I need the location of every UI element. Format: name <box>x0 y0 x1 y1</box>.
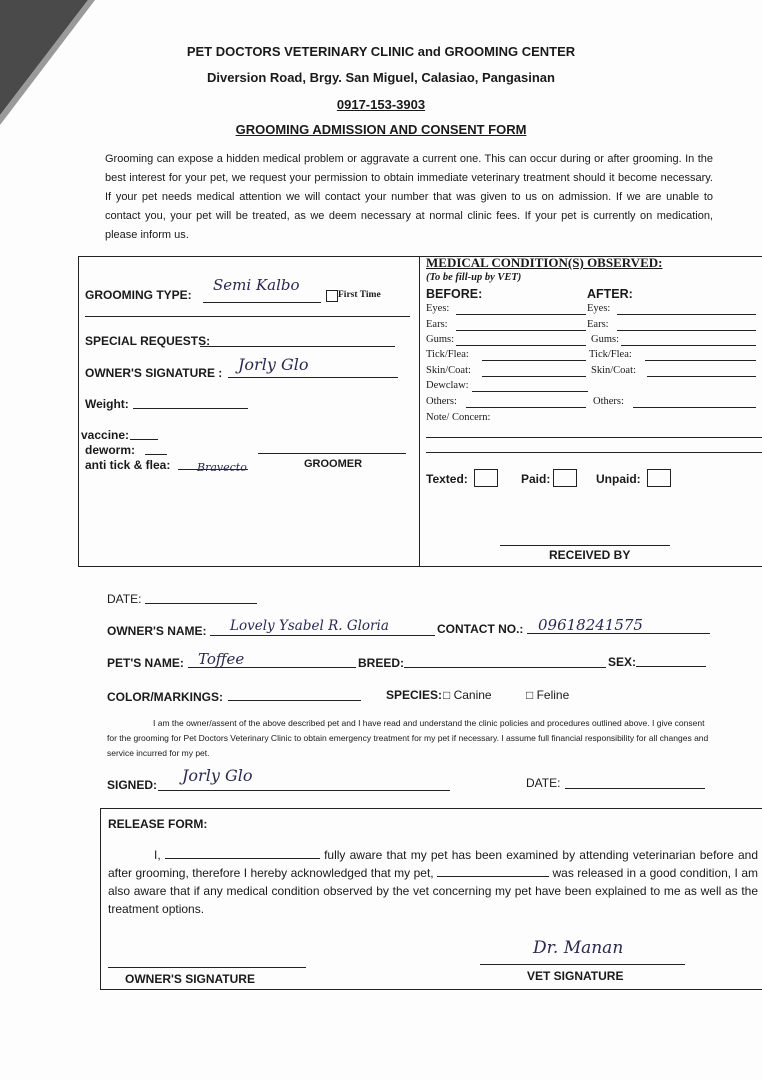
groomer-label: GROOMER <box>304 458 363 470</box>
clinic-name: PET DOCTORS VETERINARY CLINIC and GROOMING CENTER <box>186 44 576 59</box>
before-field-line[interactable] <box>456 345 586 346</box>
contact-value: 09618241575 <box>538 616 643 634</box>
pet-name-label: PET'S NAME: <box>107 656 184 670</box>
unpaid-checkbox[interactable] <box>647 469 671 487</box>
before-field-label: Skin/Coat: <box>426 365 471 376</box>
date2-label: DATE: <box>526 776 561 790</box>
color-markings-line[interactable] <box>228 700 361 701</box>
deworm-label: deworm: <box>85 443 136 457</box>
after-field-line[interactable] <box>621 345 756 346</box>
clinic-phone: 0917-153-3903 <box>336 97 426 112</box>
owner-name-label: OWNER'S NAME: <box>107 624 207 638</box>
pet-name-value: Toffee <box>198 650 245 668</box>
before-field-label: Eyes: <box>426 303 450 314</box>
species-feline-option[interactable]: □ Feline <box>526 688 570 702</box>
after-field-label: Ears: <box>587 319 609 330</box>
owner-name-value: Lovely Ysabel R. Gloria <box>230 618 389 634</box>
release-owner-signature-label: OWNER'S SIGNATURE <box>125 972 255 986</box>
after-field-line[interactable] <box>617 330 756 331</box>
after-field-label: Gums: <box>591 334 620 345</box>
anti-tick-label: anti tick & flea: <box>85 458 171 472</box>
owner-signature-line[interactable] <box>228 377 398 378</box>
note-label: Note/ Concern: <box>426 412 491 423</box>
first-time-label: First Time <box>338 290 381 300</box>
consent-text: I am the owner/assent of the above described pet and I have read and understand the clinic policies and procedures outlined above. I give consent for the grooming for Pet Doctors Veterinary Clinic to obtain emergency treatment for my pet if necessary. I assume full financial responsibility for all changes and service incurred for my pet. <box>107 718 709 758</box>
color-markings-label: COLOR/MARKINGS: <box>107 690 223 704</box>
deworm-line[interactable] <box>145 454 167 455</box>
release-text-i: I, <box>154 848 161 862</box>
weight-label: Weight: <box>85 397 129 411</box>
after-field-line[interactable] <box>647 376 756 377</box>
breed-label: BREED: <box>358 656 405 670</box>
before-field-line[interactable] <box>472 391 588 392</box>
owner-signature-label: OWNER'S SIGNATURE : <box>85 366 223 380</box>
paid-checkbox[interactable] <box>553 469 577 487</box>
first-time-checkbox[interactable] <box>326 290 338 302</box>
vet-signature-line[interactable] <box>480 964 685 965</box>
medical-condition-title: MEDICAL CONDITION(S) OBSERVED: <box>426 255 663 270</box>
intro-paragraph: Grooming can expose a hidden medical problem or aggravate a current one. This can occur during or after grooming. In the best interest for your pet, we request your permission to obtain immediate veterinary treatment should it become necessary. If your pet needs medical attention we will contact your number that was given to us on admission. If we are unable to contact you, your pet will be treated, as we deem necessary at normal clinic fees. If your pet is currently on medication, please inform us. <box>105 153 713 241</box>
after-field-label: Skin/Coat: <box>591 365 636 376</box>
vet-signature-label: VET SIGNATURE <box>527 969 624 983</box>
signed-line[interactable] <box>158 790 450 791</box>
release-text-3: was released in a good condition, I am also aware that if any medical condition observed by the vet concerning my pet have been explained to me as well as the treatment options. <box>108 866 758 916</box>
grooming-type-label: GROOMING TYPE: <box>85 288 192 302</box>
after-label: AFTER: <box>587 287 633 301</box>
note-line-1[interactable] <box>426 437 762 438</box>
after-field-label: Tick/Flea: <box>589 349 632 360</box>
release-paragraph <box>108 846 758 918</box>
date-label: DATE: <box>107 592 142 606</box>
release-text-2: fully aware that my pet has been examined by attending veterinarian before and after grooming, therefore I hereby acknowledged that my pet, <box>108 848 758 880</box>
release-owner-signature-line[interactable] <box>108 967 306 968</box>
texted-checkbox[interactable] <box>474 469 498 487</box>
grooming-type-line <box>203 302 321 303</box>
before-field-label: Others: <box>426 396 457 407</box>
before-field-label: Ears: <box>426 319 448 330</box>
after-field-label: Eyes: <box>587 303 611 314</box>
before-field-line[interactable] <box>466 407 586 408</box>
form-title: GROOMING ADMISSION AND CONSENT FORM <box>235 122 527 137</box>
species-canine-option[interactable]: □ Canine <box>443 688 492 702</box>
species-label: SPECIES: <box>386 688 443 702</box>
before-field-line[interactable] <box>482 360 586 361</box>
before-field-line[interactable] <box>482 376 586 377</box>
owner-name-line[interactable] <box>210 635 435 636</box>
before-label: BEFORE: <box>426 287 483 301</box>
before-field-label: Dewclaw: <box>426 380 469 391</box>
note-line-2[interactable] <box>426 452 762 453</box>
weight-line[interactable] <box>133 408 248 409</box>
panel-divider <box>419 256 420 566</box>
before-field-label: Tick/Flea: <box>426 349 469 360</box>
sex-line[interactable] <box>636 666 706 667</box>
release-title: RELEASE FORM: <box>108 817 208 831</box>
sex-label: SEX: <box>608 655 637 669</box>
grooming-type-value[interactable]: Semi Kalbo <box>213 276 300 294</box>
contact-label: CONTACT NO.: <box>437 622 524 636</box>
texted-label: Texted: <box>426 472 468 486</box>
special-requests-label: SPECIAL REQUESTS: <box>85 334 211 348</box>
grooming-extra-line <box>85 316 410 317</box>
after-field-line[interactable] <box>617 314 756 315</box>
date2-line[interactable] <box>565 788 705 789</box>
after-field-label: Others: <box>593 396 624 407</box>
vaccine-label: vaccine: <box>81 428 130 442</box>
after-field-line[interactable] <box>633 407 756 408</box>
date-line[interactable] <box>145 603 257 604</box>
before-field-label: Gums: <box>426 334 455 345</box>
after-field-line[interactable] <box>645 360 756 361</box>
clinic-address: Diversion Road, Brgy. San Miguel, Calasiao, Pangasinan <box>207 70 555 85</box>
received-by-line[interactable] <box>500 545 670 546</box>
release-pet-blank[interactable] <box>437 865 549 877</box>
paid-label: Paid: <box>521 472 551 486</box>
release-owner-blank[interactable] <box>165 847 320 859</box>
vaccine-line[interactable] <box>130 439 158 440</box>
special-requests-line[interactable] <box>200 346 395 347</box>
signed-value: Jorly Glo <box>182 766 253 785</box>
owner-signature-value: Jorly Glo <box>238 355 309 374</box>
vet-subtitle: (To be fill-up by VET) <box>426 272 522 283</box>
anti-tick-value: Bravecto <box>197 461 247 474</box>
groomer-line[interactable] <box>258 453 406 454</box>
vet-signature-value: Dr. Manan <box>533 938 624 958</box>
signed-label: SIGNED: <box>107 778 158 792</box>
received-by-label: RECEIVED BY <box>549 548 631 562</box>
unpaid-label: Unpaid: <box>596 472 641 486</box>
before-field-line[interactable] <box>456 314 586 315</box>
breed-line[interactable] <box>404 667 606 668</box>
before-field-line[interactable] <box>456 330 586 331</box>
admission-box <box>78 256 762 567</box>
